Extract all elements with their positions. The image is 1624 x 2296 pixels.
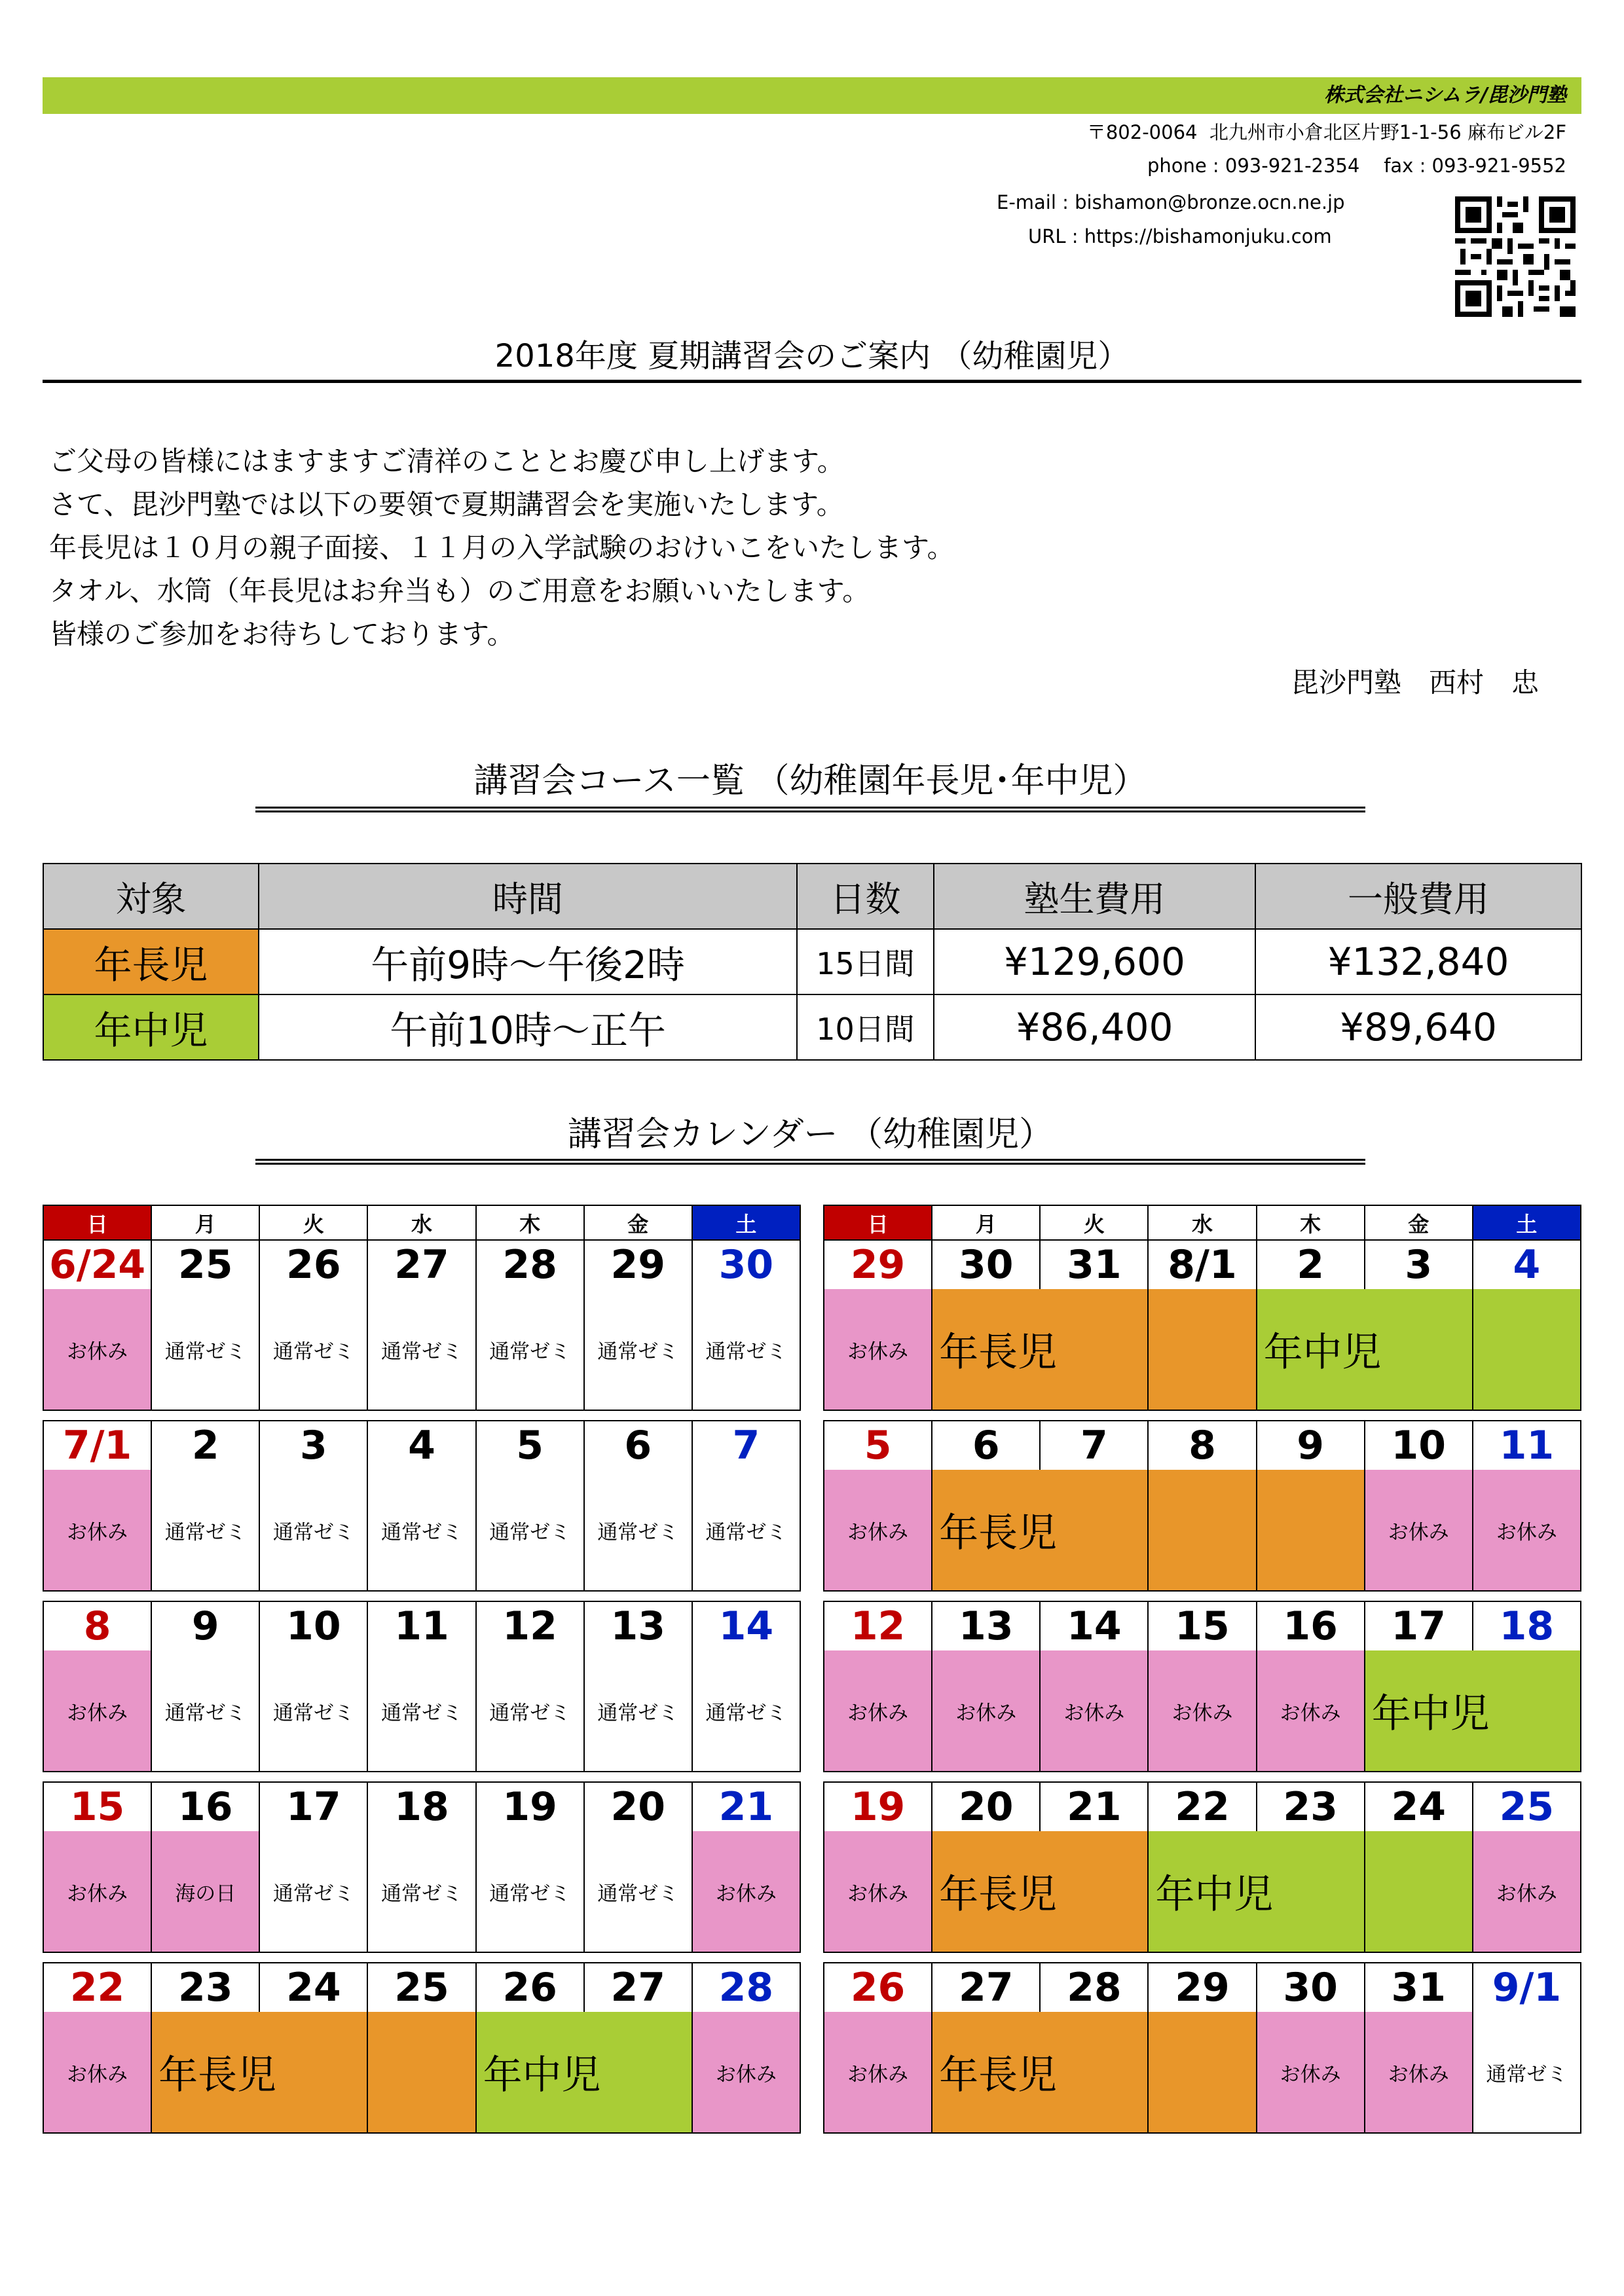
date-number: 31 xyxy=(1040,1240,1148,1289)
week-gap-cell xyxy=(43,1591,800,1601)
weekday-label: 金 xyxy=(1365,1205,1473,1240)
date-number: 5 xyxy=(824,1421,932,1470)
activity-cell: お休み xyxy=(1365,1470,1473,1591)
qr-code-icon xyxy=(1455,196,1576,317)
date-number: 7 xyxy=(1040,1421,1148,1470)
week-gap-cell xyxy=(824,1772,1581,1782)
date-number: 18 xyxy=(1473,1601,1581,1650)
date-number: 23 xyxy=(1257,1782,1365,1831)
calendar-title-underline xyxy=(255,1159,1365,1165)
weekday-label: 月 xyxy=(932,1205,1040,1240)
member-fee-cell: ¥129,600 xyxy=(934,929,1255,994)
activity-row xyxy=(43,1650,800,1772)
activity-cell: 通常ゼミ xyxy=(584,1831,692,1952)
activity-cell: 海の日 xyxy=(151,1831,259,1952)
week-gap xyxy=(43,1410,800,1421)
activity-row xyxy=(43,1289,800,1410)
activity-row xyxy=(824,1650,1581,1772)
weekday-label: 土 xyxy=(1473,1205,1581,1240)
activity-cell: お休み xyxy=(43,1470,151,1591)
weekday-label: 火 xyxy=(259,1205,367,1240)
activity-cell xyxy=(367,2012,475,2133)
website-url[interactable]: URL : https://bishamonjuku.com xyxy=(1028,225,1332,247)
weekday-label: 月 xyxy=(151,1205,259,1240)
course-title-underline xyxy=(255,807,1365,812)
date-number: 18 xyxy=(367,1782,475,1831)
date-number: 23 xyxy=(151,1963,259,2012)
greeting-line: 年長児は１０月の親子面接、１１月の入学試験のおけいこをいたします。 xyxy=(49,532,955,564)
date-row xyxy=(824,1240,1581,1289)
calendar-grid xyxy=(43,1205,801,2134)
activity-cell xyxy=(1148,1289,1256,1410)
activity-cell: 通常ゼミ xyxy=(476,1289,584,1410)
date-number: 12 xyxy=(476,1601,584,1650)
activity-cell: お休み xyxy=(692,1831,800,1952)
date-number: 28 xyxy=(1040,1963,1148,2012)
activity-cell: 通常ゼミ xyxy=(692,1470,800,1591)
date-number: 29 xyxy=(824,1240,932,1289)
activity-cell: お休み xyxy=(1365,2012,1473,2133)
calendar-title: 講習会カレンダー （幼稚園児） xyxy=(567,1115,1054,1154)
header-time: 時間 xyxy=(259,864,797,929)
date-number: 20 xyxy=(932,1782,1040,1831)
weekday-header xyxy=(824,1205,1581,1240)
date-row xyxy=(43,1782,800,1831)
weekday-label: 木 xyxy=(476,1205,584,1240)
weekday-label: 水 xyxy=(1148,1205,1256,1240)
activity-row xyxy=(43,2012,800,2133)
date-row xyxy=(824,1421,1581,1470)
activity-cell: お休み xyxy=(43,1831,151,1952)
date-number: 16 xyxy=(1257,1601,1365,1650)
activity-cell xyxy=(1148,1470,1256,1591)
general-fee-cell: ¥132,840 xyxy=(1255,929,1581,994)
date-number: 27 xyxy=(367,1240,475,1289)
date-number: 8/1 xyxy=(1148,1240,1256,1289)
activity-cell: 年中児 xyxy=(1365,1650,1581,1772)
activity-cell: 通常ゼミ xyxy=(367,1831,475,1952)
phone-fax: phone : 093-921-2354 fax : 093-921-9552 xyxy=(1147,155,1566,177)
week-gap xyxy=(43,1952,800,1963)
date-number: 14 xyxy=(1040,1601,1148,1650)
date-number: 13 xyxy=(584,1601,692,1650)
target-cell: 年中児 xyxy=(43,994,259,1060)
activity-cell: 年中児 xyxy=(1257,1289,1473,1410)
activity-cell: 年中児 xyxy=(1148,1831,1364,1952)
course-table xyxy=(43,863,1582,1061)
course-list-title: 講習会コース一覧 （幼稚園年長児･年中児） xyxy=(473,761,1147,801)
activity-cell: 通常ゼミ xyxy=(1473,2012,1581,2133)
activity-cell: お休み xyxy=(43,2012,151,2133)
activity-cell: お休み xyxy=(1257,2012,1365,2133)
activity-cell: 通常ゼミ xyxy=(692,1289,800,1410)
activity-row xyxy=(43,1470,800,1591)
days-cell: 10日間 xyxy=(797,994,934,1060)
date-number: 7 xyxy=(692,1421,800,1470)
email[interactable]: E-mail : bishamon@bronze.ocn.ne.jp xyxy=(997,191,1345,213)
date-number: 6 xyxy=(932,1421,1040,1470)
date-number: 12 xyxy=(824,1601,932,1650)
date-number: 4 xyxy=(367,1421,475,1470)
date-number: 22 xyxy=(43,1963,151,2012)
week-gap-cell xyxy=(43,1952,800,1963)
date-number: 24 xyxy=(259,1963,367,2012)
date-number: 29 xyxy=(584,1240,692,1289)
date-number: 19 xyxy=(476,1782,584,1831)
activity-cell: お休み xyxy=(824,1470,932,1591)
course-table-header xyxy=(43,864,1581,929)
activity-cell xyxy=(1473,1289,1581,1410)
date-number: 10 xyxy=(259,1601,367,1650)
activity-cell: お休み xyxy=(43,1650,151,1772)
date-number: 22 xyxy=(1148,1782,1256,1831)
activity-row xyxy=(824,1289,1581,1410)
activity-row xyxy=(43,1831,800,1952)
activity-cell xyxy=(1257,1470,1365,1591)
date-number: 8 xyxy=(1148,1421,1256,1470)
activity-cell: 通常ゼミ xyxy=(367,1650,475,1772)
calendar-grid xyxy=(823,1205,1581,2134)
date-number: 9 xyxy=(151,1601,259,1650)
date-number: 21 xyxy=(1040,1782,1148,1831)
activity-cell: 年長児 xyxy=(932,2012,1148,2133)
activity-cell xyxy=(1148,2012,1256,2133)
date-row xyxy=(43,1240,800,1289)
activity-cell: 通常ゼミ xyxy=(259,1470,367,1591)
activity-cell: 年長児 xyxy=(932,1470,1148,1591)
activity-cell xyxy=(1365,1831,1473,1952)
title-underline xyxy=(43,380,1581,383)
date-number: 26 xyxy=(476,1963,584,2012)
date-number: 26 xyxy=(824,1963,932,2012)
activity-cell: 通常ゼミ xyxy=(151,1650,259,1772)
date-number: 4 xyxy=(1473,1240,1581,1289)
greeting-line: さて、毘沙門塾では以下の要領で夏期講習会を実施いたします。 xyxy=(49,488,844,520)
date-number: 11 xyxy=(367,1601,475,1650)
activity-cell: 通常ゼミ xyxy=(476,1650,584,1772)
date-number: 30 xyxy=(932,1240,1040,1289)
date-row xyxy=(43,1421,800,1470)
date-number: 5 xyxy=(476,1421,584,1470)
date-number: 2 xyxy=(1257,1240,1365,1289)
activity-cell: 通常ゼミ xyxy=(476,1470,584,1591)
time-cell: 午前10時～正午 xyxy=(259,994,797,1060)
weekday-label: 土 xyxy=(692,1205,800,1240)
date-number: 7/1 xyxy=(43,1421,151,1470)
activity-cell: お休み xyxy=(1148,1650,1256,1772)
activity-cell: 通常ゼミ xyxy=(584,1470,692,1591)
week-gap xyxy=(824,1410,1581,1421)
week-gap xyxy=(824,1952,1581,1963)
activity-cell: 年長児 xyxy=(932,1289,1148,1410)
activity-cell: 通常ゼミ xyxy=(259,1289,367,1410)
activity-cell: 通常ゼミ xyxy=(151,1470,259,1591)
date-number: 25 xyxy=(151,1240,259,1289)
activity-cell: 通常ゼミ xyxy=(476,1831,584,1952)
activity-cell: 通常ゼミ xyxy=(259,1650,367,1772)
activity-cell: お休み xyxy=(824,1831,932,1952)
week-gap-cell xyxy=(824,1591,1581,1601)
table-row xyxy=(43,929,1581,994)
greeting-line: タオル、水筒（年長児はお弁当も）のご用意をお願いいたします。 xyxy=(49,575,870,607)
activity-row xyxy=(824,1470,1581,1591)
date-number: 6/24 xyxy=(43,1240,151,1289)
date-number: 8 xyxy=(43,1601,151,1650)
activity-cell: お休み xyxy=(932,1650,1040,1772)
header-member-fee: 塾生費用 xyxy=(934,864,1255,929)
activity-cell: 通常ゼミ xyxy=(151,1289,259,1410)
greeting-text xyxy=(49,440,955,656)
activity-cell: お休み xyxy=(1473,1831,1581,1952)
date-number: 19 xyxy=(824,1782,932,1831)
activity-cell: 通常ゼミ xyxy=(584,1289,692,1410)
activity-row xyxy=(824,2012,1581,2133)
date-number: 28 xyxy=(476,1240,584,1289)
weekday-label: 水 xyxy=(367,1205,475,1240)
week-gap xyxy=(43,1591,800,1601)
header-general-fee: 一般費用 xyxy=(1255,864,1581,929)
header-target: 対象 xyxy=(43,864,259,929)
date-number: 15 xyxy=(43,1782,151,1831)
date-number: 28 xyxy=(692,1963,800,2012)
week-gap-cell xyxy=(43,1410,800,1421)
company-name: 株式会社ニシムラ/毘沙門塾 xyxy=(1324,84,1566,107)
date-number: 17 xyxy=(1365,1601,1473,1650)
weekday-label: 日 xyxy=(824,1205,932,1240)
general-fee-cell: ¥89,640 xyxy=(1255,994,1581,1060)
date-number: 20 xyxy=(584,1782,692,1831)
greeting-line: 皆様のご参加をお待ちしております。 xyxy=(49,618,515,650)
date-number: 9/1 xyxy=(1473,1963,1581,2012)
calendar-july xyxy=(43,1205,801,2134)
activity-cell: 通常ゼミ xyxy=(692,1650,800,1772)
activity-cell: お休み xyxy=(692,2012,800,2133)
date-number: 25 xyxy=(1473,1782,1581,1831)
date-row xyxy=(824,1782,1581,1831)
date-number: 14 xyxy=(692,1601,800,1650)
date-row xyxy=(824,1963,1581,2012)
activity-cell: お休み xyxy=(1040,1650,1148,1772)
weekday-label: 木 xyxy=(1257,1205,1365,1240)
weekday-label: 金 xyxy=(584,1205,692,1240)
date-number: 16 xyxy=(151,1782,259,1831)
date-number: 29 xyxy=(1148,1963,1256,2012)
activity-cell: 年長児 xyxy=(932,1831,1148,1952)
activity-cell: お休み xyxy=(824,1289,932,1410)
week-gap xyxy=(824,1772,1581,1782)
date-row xyxy=(824,1601,1581,1650)
date-number: 15 xyxy=(1148,1601,1256,1650)
activity-cell: お休み xyxy=(1473,1470,1581,1591)
date-number: 27 xyxy=(584,1963,692,2012)
date-number: 13 xyxy=(932,1601,1040,1650)
date-number: 3 xyxy=(1365,1240,1473,1289)
activity-cell: 通常ゼミ xyxy=(367,1289,475,1410)
days-cell: 15日間 xyxy=(797,929,934,994)
date-number: 6 xyxy=(584,1421,692,1470)
target-cell: 年長児 xyxy=(43,929,259,994)
table-row xyxy=(43,994,1581,1060)
date-number: 17 xyxy=(259,1782,367,1831)
date-number: 2 xyxy=(151,1421,259,1470)
date-number: 31 xyxy=(1365,1963,1473,2012)
member-fee-cell: ¥86,400 xyxy=(934,994,1255,1060)
calendar-august xyxy=(823,1205,1581,2134)
date-number: 25 xyxy=(367,1963,475,2012)
date-number: 27 xyxy=(932,1963,1040,2012)
date-number: 24 xyxy=(1365,1782,1473,1831)
date-number: 3 xyxy=(259,1421,367,1470)
date-row xyxy=(43,1601,800,1650)
date-number: 9 xyxy=(1257,1421,1365,1470)
activity-cell: 通常ゼミ xyxy=(367,1470,475,1591)
date-number: 30 xyxy=(1257,1963,1365,2012)
date-number: 11 xyxy=(1473,1421,1581,1470)
date-number: 30 xyxy=(692,1240,800,1289)
date-number: 10 xyxy=(1365,1421,1473,1470)
date-row xyxy=(43,1963,800,2012)
weekday-label: 火 xyxy=(1040,1205,1148,1240)
activity-cell: お休み xyxy=(1257,1650,1365,1772)
page-title: 2018年度 夏期講習会のご案内 （幼稚園児） xyxy=(494,338,1130,374)
greeting-line: ご父母の皆様にはますますご清祥のこととお慶び申し上げます。 xyxy=(49,445,845,477)
address: 〒802-0064 北九州市小倉北区片野1-1-56 麻布ビル2F xyxy=(1086,121,1566,143)
activity-row xyxy=(824,1831,1581,1952)
weekday-label: 日 xyxy=(43,1205,151,1240)
date-number: 21 xyxy=(692,1782,800,1831)
signature: 毘沙門塾 西村 忠 xyxy=(1291,666,1539,699)
weekday-header xyxy=(43,1205,800,1240)
activity-cell: 通常ゼミ xyxy=(584,1650,692,1772)
week-gap-cell xyxy=(824,1952,1581,1963)
time-cell: 午前9時～午後2時 xyxy=(259,929,797,994)
activity-cell: お休み xyxy=(43,1289,151,1410)
activity-cell: 通常ゼミ xyxy=(259,1831,367,1952)
activity-cell: 年長児 xyxy=(151,2012,367,2133)
activity-cell: お休み xyxy=(824,2012,932,2133)
week-gap xyxy=(43,1772,800,1782)
activity-cell: 年中児 xyxy=(476,2012,692,2133)
week-gap xyxy=(824,1591,1581,1601)
week-gap-cell xyxy=(824,1410,1581,1421)
header-days: 日数 xyxy=(797,864,934,929)
date-number: 26 xyxy=(259,1240,367,1289)
activity-cell: お休み xyxy=(824,1650,932,1772)
week-gap-cell xyxy=(43,1772,800,1782)
